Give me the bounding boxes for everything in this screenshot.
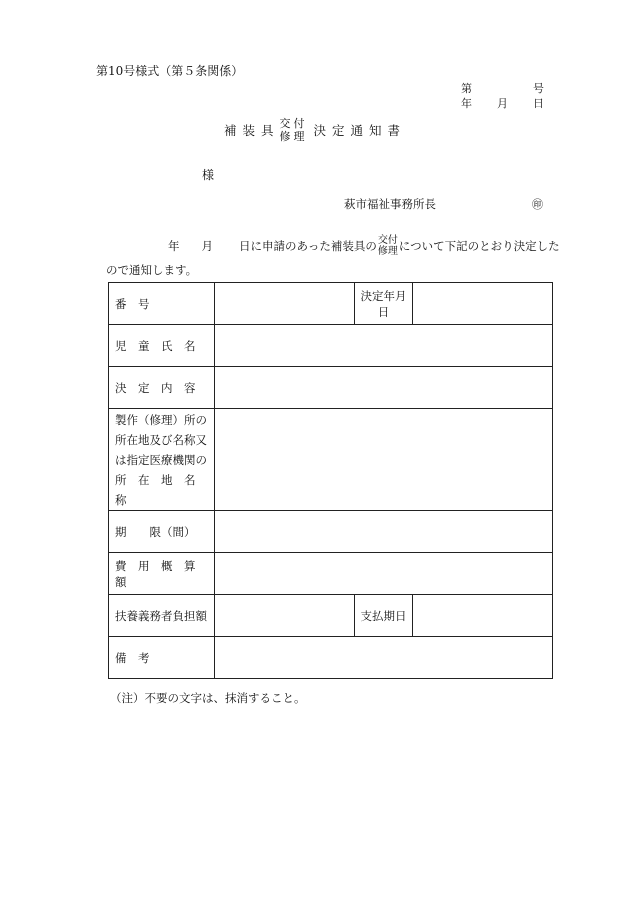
remarks-label: 備 考 [115, 650, 150, 665]
guardian-burden-label-cell [109, 595, 215, 637]
child-name-label: 児 童 氏 名 [115, 338, 196, 353]
guardian-burden-label: 扶養義務者負担額 [115, 608, 207, 623]
remarks-label-cell [109, 637, 215, 679]
body-after-option: について下記のとおり決定した [398, 239, 560, 253]
remarks-value-cell[interactable] [215, 637, 553, 679]
decision-content-value-cell[interactable] [215, 367, 553, 409]
child-name-label-cell [109, 325, 215, 367]
document-title [0, 117, 630, 143]
issue-date-day: 日 [533, 97, 544, 110]
body-option-stack [378, 235, 398, 257]
title-part2: 決定通知書 [313, 123, 407, 138]
payment-date-label: 支払期日 [360, 608, 407, 623]
decision-content-label-cell [109, 367, 215, 409]
title-option-bottom: 修理 [279, 130, 308, 143]
maker-value-cell[interactable] [215, 409, 553, 511]
maker-label-line: 製作（修理）所の [115, 412, 207, 427]
child-name-value-cell[interactable] [215, 325, 553, 367]
seal-mark: ㊞ [532, 198, 543, 211]
recipient-honorific: 様 [202, 168, 215, 182]
period-value-cell[interactable] [215, 511, 553, 553]
issuer-name: 萩市福祉事務所長 [344, 197, 436, 211]
payment-date-value-cell[interactable] [413, 595, 553, 637]
maker-label-line: 所在地及び名称又 [115, 432, 207, 447]
issue-number-suffix: 号 [533, 82, 544, 95]
body-option-top: 交付 [377, 235, 398, 246]
title-option-top: 交付 [279, 117, 308, 130]
decision-table [108, 282, 553, 679]
cost-label: 費 用 概 算 額 [115, 558, 207, 589]
footnote: （注）不要の文字は、抹消すること。 [110, 691, 306, 705]
maker-label-line: は指定医療機関の [115, 452, 207, 467]
period-label-cell [109, 511, 215, 553]
number-label-cell [109, 283, 215, 325]
number-label: 番 号 [115, 296, 150, 311]
issue-date-month: 月 [497, 97, 508, 110]
payment-date-label-cell [355, 595, 413, 637]
decision-content-label: 決 定 内 容 [115, 380, 196, 395]
body-month: 月 [201, 239, 213, 253]
body-year: 年 [168, 239, 180, 253]
title-option-stack [280, 117, 308, 143]
decision-date-label-cell [355, 283, 413, 325]
issue-number-prefix: 第 [461, 82, 472, 95]
body-before-option: 日に申請のあった補装具の [239, 239, 377, 253]
guardian-burden-value-cell[interactable] [215, 595, 355, 637]
cost-label-cell [109, 553, 215, 595]
title-part1: 補装具 [223, 123, 280, 138]
decision-date-value-cell[interactable] [413, 283, 553, 325]
form-number: 第10号様式（第５条関係） [96, 64, 244, 78]
body-text-line1 [106, 235, 560, 257]
body-text-line2: ので通知します。 [106, 263, 198, 277]
cost-value-cell[interactable] [215, 553, 553, 595]
body-option-bottom: 修理 [377, 246, 398, 257]
maker-label-line: 所 在 地 名 称 [115, 472, 207, 507]
issue-date-year: 年 [461, 97, 472, 110]
period-label: 期 限（間） [115, 524, 196, 539]
decision-date-label: 決定年月日 [360, 288, 407, 319]
number-value-cell[interactable] [215, 283, 355, 325]
maker-label-cell [109, 409, 215, 511]
